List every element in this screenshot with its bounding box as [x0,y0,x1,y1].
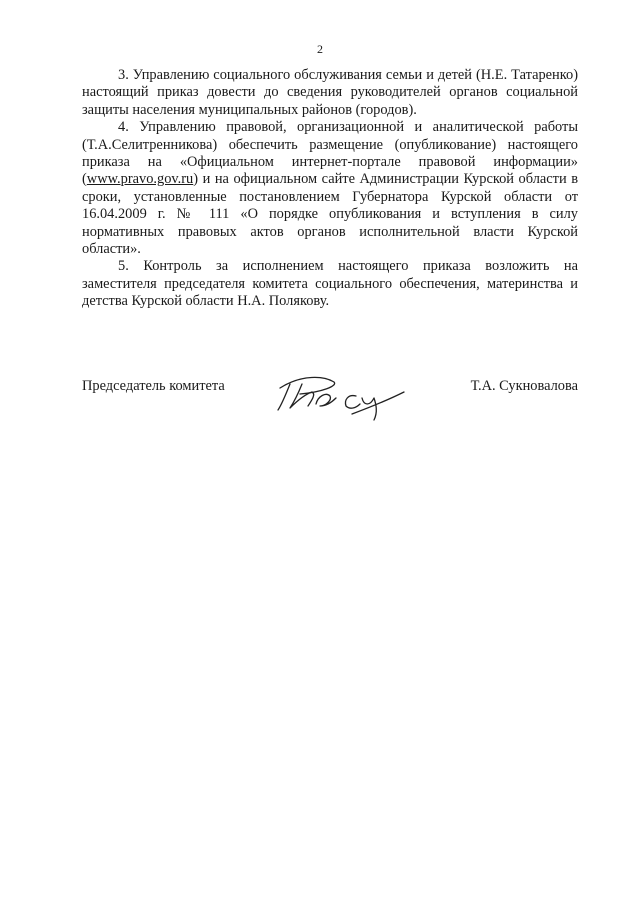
paragraph-4-text-before: 4. Управлению правовой, организационной и аналитической работы (Т.А.Селитренникова) обеспечить размещение (опубликование) настоящего приказа на «Официальном интернет-портале правовой информации» ( [82,119,578,188]
signature-block [82,370,578,430]
page-number: 2 [317,42,323,56]
pravo-link[interactable]: www.pravo.gov.ru [86,171,194,188]
signatory-name: Т.А. Сукновалова [470,378,578,394]
paragraph-3: 3. Управлению социального обслуживания семьи и детей (Н.Е. Татаренко) настоящий приказ довести до сведения руководителей органов социальной защиты населения муниципальных районов (городов). [82,67,578,118]
document-body [82,67,578,311]
paragraph-5: 5. Контроль за исполнением настоящего приказа возложить на заместителя председателя комитета социального обеспечения, материнства и детства Курской области Н.А. Полякову. [82,258,578,310]
paragraph-4 [82,119,578,258]
signatory-title: Председатель комитета [82,378,225,394]
paragraph-4-text-after: ) и на официальном сайте Администрации Курской области в сроки, установленные постановлением Губернатора Курской области от 16.04.2009 г. № 111 «О порядке опубликования и вступления в силу нормативных правовых актов органов исполнительной власти Курской области». [82,171,578,258]
handwritten-signature [272,370,412,430]
